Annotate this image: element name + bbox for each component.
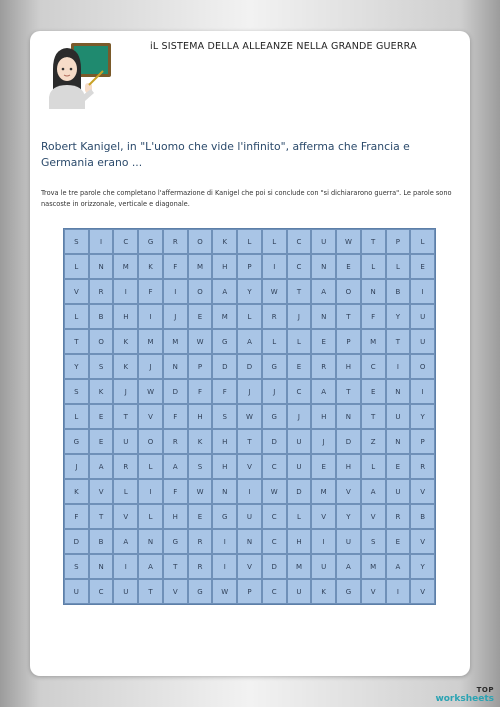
grid-cell[interactable]: V [64,279,89,304]
grid-cell[interactable]: G [64,429,89,454]
grid-cell[interactable]: I [113,279,138,304]
grid-cell[interactable]: E [311,329,336,354]
grid-cell[interactable]: B [89,529,114,554]
grid-cell[interactable]: E [311,454,336,479]
grid-cell[interactable]: W [138,379,163,404]
grid-cell[interactable]: P [386,229,411,254]
grid-cell[interactable]: G [188,579,213,604]
grid-cell[interactable]: I [212,554,237,579]
grid-cell[interactable]: U [287,429,312,454]
grid-cell[interactable]: G [138,229,163,254]
grid-cell[interactable]: U [287,454,312,479]
grid-cell[interactable]: N [386,429,411,454]
grid-cell[interactable]: K [311,579,336,604]
grid-cell[interactable]: F [361,304,386,329]
grid-cell[interactable]: M [287,554,312,579]
grid-cell[interactable]: G [212,504,237,529]
grid-cell[interactable]: O [410,354,435,379]
grid-cell[interactable]: A [138,554,163,579]
grid-cell[interactable]: L [237,229,262,254]
grid-cell[interactable]: A [336,554,361,579]
grid-cell[interactable]: E [361,379,386,404]
grid-cell[interactable]: V [113,504,138,529]
grid-cell[interactable]: R [262,304,287,329]
grid-cell[interactable]: L [361,254,386,279]
grid-cell[interactable]: U [237,504,262,529]
teacher-avatar-icon [45,39,117,111]
grid-cell[interactable]: J [262,379,287,404]
grid-cell[interactable]: E [287,354,312,379]
grid-cell[interactable]: L [262,229,287,254]
grid-cell[interactable]: G [336,579,361,604]
brand-logo [435,686,494,704]
instructions-text: Trova le tre parole che completano l'affermazione di Kanigel che poi si conclude con "si dichiararono guerra". Le parole sono nascoste in orizzonale, verticale e diagonale. [41,189,452,208]
grid-cell[interactable]: F [64,504,89,529]
grid-cell[interactable]: L [237,304,262,329]
grid-cell[interactable]: K [113,354,138,379]
grid-cell[interactable]: I [113,554,138,579]
grid-cell[interactable]: C [113,229,138,254]
grid-cell[interactable]: R [163,229,188,254]
grid-cell[interactable]: U [311,554,336,579]
grid-cell[interactable]: F [188,379,213,404]
grid-cell[interactable]: O [336,279,361,304]
grid-cell[interactable]: E [386,529,411,554]
grid-cell[interactable]: N [311,304,336,329]
grid-cell[interactable]: L [64,254,89,279]
grid-cell[interactable]: R [163,429,188,454]
grid-cell[interactable]: U [386,404,411,429]
grid-cell[interactable]: C [262,579,287,604]
grid-cell[interactable]: Y [410,554,435,579]
grid-cell[interactable]: U [386,479,411,504]
grid-cell[interactable]: L [361,454,386,479]
grid-cell[interactable]: N [361,279,386,304]
grid-cell[interactable]: H [212,454,237,479]
grid-cell[interactable]: B [410,504,435,529]
grid-cell[interactable]: D [237,354,262,379]
grid-cell[interactable]: N [89,554,114,579]
grid-cell[interactable]: V [410,579,435,604]
grid-cell[interactable]: C [89,579,114,604]
grid-cell[interactable]: M [212,304,237,329]
grid-cell[interactable]: J [163,304,188,329]
grid-cell[interactable]: F [212,379,237,404]
grid-cell[interactable]: J [311,429,336,454]
grid-cell[interactable]: A [386,554,411,579]
grid-cell[interactable]: W [336,229,361,254]
grid-cell[interactable]: I [138,479,163,504]
grid-cell[interactable]: U [311,229,336,254]
grid-cell[interactable]: F [163,254,188,279]
grid-cell[interactable]: V [163,579,188,604]
grid-cell[interactable]: S [64,554,89,579]
grid-cell[interactable]: T [237,429,262,454]
grid-cell[interactable]: S [64,379,89,404]
grid-cell[interactable]: D [163,379,188,404]
grid-cell[interactable]: L [113,479,138,504]
grid-cell[interactable]: R [89,279,114,304]
grid-cell[interactable]: F [138,279,163,304]
grid-cell[interactable]: N [336,404,361,429]
grid-cell[interactable]: A [212,279,237,304]
grid-cell[interactable]: I [410,379,435,404]
brand-name: worksheets [435,694,494,704]
headline-text: Robert Kanigel, in "L'uomo che vide l'infinito", afferma che Francia e Germania erano ... [41,140,410,169]
grid-cell[interactable]: R [188,529,213,554]
grid-cell[interactable]: V [361,579,386,604]
grid-cell[interactable]: B [89,304,114,329]
grid-cell[interactable]: M [361,554,386,579]
grid-cell[interactable]: C [361,354,386,379]
grid-cell[interactable]: I [262,254,287,279]
grid-cell[interactable]: V [410,529,435,554]
grid-cell[interactable]: N [163,354,188,379]
grid-cell[interactable]: V [89,479,114,504]
grid-cell[interactable]: M [113,254,138,279]
grid-cell[interactable]: E [89,404,114,429]
grid-cell[interactable]: C [262,529,287,554]
grid-cell[interactable]: L [287,504,312,529]
grid-cell[interactable]: E [410,254,435,279]
grid-cell[interactable]: L [386,254,411,279]
grid-cell[interactable]: G [163,529,188,554]
grid-cell[interactable]: W [212,579,237,604]
grid-cell[interactable]: L [262,329,287,354]
grid-cell[interactable]: H [163,504,188,529]
grid-cell[interactable]: T [64,329,89,354]
grid-cell[interactable]: W [188,329,213,354]
grid-cell[interactable]: C [287,379,312,404]
grid-cell[interactable]: Y [237,279,262,304]
grid-cell[interactable]: M [311,479,336,504]
grid-cell[interactable]: P [336,329,361,354]
grid-cell[interactable]: W [262,279,287,304]
grid-cell[interactable]: Y [386,304,411,329]
grid-cell[interactable]: R [311,354,336,379]
grid-cell[interactable]: K [113,329,138,354]
grid-cell[interactable]: I [212,529,237,554]
grid-cell[interactable]: H [336,354,361,379]
grid-cell[interactable]: R [188,554,213,579]
grid-cell[interactable]: H [212,254,237,279]
grid-cell[interactable]: A [361,479,386,504]
grid-cell[interactable]: G [212,329,237,354]
grid-cell[interactable]: R [410,454,435,479]
grid-cell[interactable]: H [336,454,361,479]
grid-cell[interactable]: P [237,254,262,279]
grid-cell[interactable]: U [113,429,138,454]
grid-cell[interactable]: I [311,529,336,554]
grid-cell[interactable]: P [188,354,213,379]
grid-cell[interactable]: U [113,579,138,604]
grid-cell[interactable]: L [138,504,163,529]
grid-cell[interactable]: K [138,254,163,279]
grid-cell[interactable]: N [311,254,336,279]
grid-cell[interactable]: A [163,454,188,479]
grid-cell[interactable]: J [113,379,138,404]
grid-cell[interactable]: C [262,454,287,479]
grid-cell[interactable]: J [64,454,89,479]
grid-cell[interactable]: J [237,379,262,404]
grid-cell[interactable]: T [361,229,386,254]
word-search-grid [63,228,436,605]
grid-cell[interactable]: N [89,254,114,279]
grid-cell[interactable]: M [188,254,213,279]
grid-cell[interactable]: L [287,329,312,354]
grid-cell[interactable]: T [163,554,188,579]
grid-cell[interactable]: I [89,229,114,254]
grid-cell[interactable]: Y [410,404,435,429]
grid-cell[interactable]: F [163,404,188,429]
grid-cell[interactable]: R [113,454,138,479]
grid-cell[interactable]: D [262,554,287,579]
grid-cell[interactable]: H [188,404,213,429]
grid-cell[interactable]: L [64,404,89,429]
grid-cell[interactable]: I [386,579,411,604]
grid-cell[interactable]: L [410,229,435,254]
grid-cell[interactable]: M [138,329,163,354]
grid-cell[interactable]: K [64,479,89,504]
grid-cell[interactable]: C [287,254,312,279]
grid-cell[interactable]: F [163,479,188,504]
grid-cell[interactable]: J [287,404,312,429]
grid-cell[interactable]: W [188,479,213,504]
grid-cell[interactable]: H [311,404,336,429]
grid-cell[interactable]: S [212,404,237,429]
grid-cell[interactable]: D [212,354,237,379]
grid-cell[interactable]: Z [361,429,386,454]
grid-cell[interactable]: D [336,429,361,454]
grid-cell[interactable]: C [287,229,312,254]
grid-cell[interactable]: P [410,429,435,454]
grid-cell[interactable]: D [287,479,312,504]
grid-cell[interactable]: B [386,279,411,304]
grid-cell[interactable]: W [237,404,262,429]
grid-cell[interactable]: L [64,304,89,329]
grid-cell[interactable]: I [138,304,163,329]
grid-cell[interactable]: V [138,404,163,429]
brand-top: TOP [476,686,494,694]
grid-cell[interactable]: S [89,354,114,379]
grid-cell[interactable]: O [89,329,114,354]
grid-cell[interactable]: I [237,479,262,504]
grid-cell[interactable]: V [336,479,361,504]
grid-cell[interactable]: W [262,479,287,504]
grid-cell[interactable]: U [287,579,312,604]
grid-cell[interactable]: K [89,379,114,404]
grid-cell[interactable]: T [138,579,163,604]
grid-cell[interactable]: T [386,329,411,354]
grid-cell[interactable]: A [311,379,336,404]
grid-cell[interactable]: C [262,504,287,529]
grid-cell[interactable]: G [262,404,287,429]
grid-cell[interactable]: U [64,579,89,604]
grid-cell[interactable]: D [262,429,287,454]
grid-cell[interactable]: V [237,454,262,479]
grid-cell[interactable]: S [361,529,386,554]
grid-cell[interactable]: K [212,229,237,254]
grid-cell[interactable]: E [386,454,411,479]
grid-cell[interactable]: G [262,354,287,379]
grid-cell[interactable]: E [336,254,361,279]
grid-cell[interactable]: I [410,279,435,304]
grid-cell[interactable]: E [188,504,213,529]
grid-cell[interactable]: V [237,554,262,579]
grid-cell[interactable]: Y [336,504,361,529]
grid-cell[interactable]: M [163,329,188,354]
grid-cell[interactable]: U [410,304,435,329]
grid-cell[interactable]: J [287,304,312,329]
grid-cell[interactable]: U [336,529,361,554]
grid-cell[interactable]: H [212,429,237,454]
grid-cell[interactable]: A [113,529,138,554]
grid-cell[interactable]: H [287,529,312,554]
grid-cell[interactable]: A [311,279,336,304]
grid-cell[interactable]: N [386,379,411,404]
grid-cell[interactable]: J [138,354,163,379]
grid-cell[interactable]: A [237,329,262,354]
grid-cell[interactable]: T [336,304,361,329]
grid-cell[interactable]: P [237,579,262,604]
worksheet-page [30,31,470,676]
grid-cell[interactable]: U [410,329,435,354]
grid-cell[interactable]: K [188,429,213,454]
grid-cell[interactable]: A [89,454,114,479]
grid-cell[interactable]: E [188,304,213,329]
grid-cell[interactable]: N [138,529,163,554]
grid-cell[interactable]: O [188,279,213,304]
grid-cell[interactable]: N [237,529,262,554]
grid-cell[interactable]: I [163,279,188,304]
grid-cell[interactable]: Y [64,354,89,379]
grid-cell[interactable]: O [188,229,213,254]
grid-cell[interactable]: L [138,454,163,479]
grid-cell[interactable]: O [138,429,163,454]
grid-cell[interactable]: S [188,454,213,479]
grid-cell[interactable]: I [386,354,411,379]
grid-cell[interactable]: E [89,429,114,454]
grid-cell[interactable]: N [212,479,237,504]
grid-cell[interactable]: D [64,529,89,554]
grid-cell[interactable]: V [361,504,386,529]
grid-cell[interactable]: T [287,279,312,304]
grid-cell[interactable]: V [311,504,336,529]
grid-cell[interactable]: T [113,404,138,429]
grid-cell[interactable]: S [64,229,89,254]
grid-cell[interactable]: T [336,379,361,404]
grid-cell[interactable]: T [361,404,386,429]
grid-cell[interactable]: V [410,479,435,504]
grid-cell[interactable]: M [361,329,386,354]
grid-cell[interactable]: T [89,504,114,529]
page-title: iL SISTEMA DELLA ALLEANZE NELLA GRANDE GUERRA [150,41,417,52]
grid-cell[interactable]: H [113,304,138,329]
grid-cell[interactable]: R [386,504,411,529]
